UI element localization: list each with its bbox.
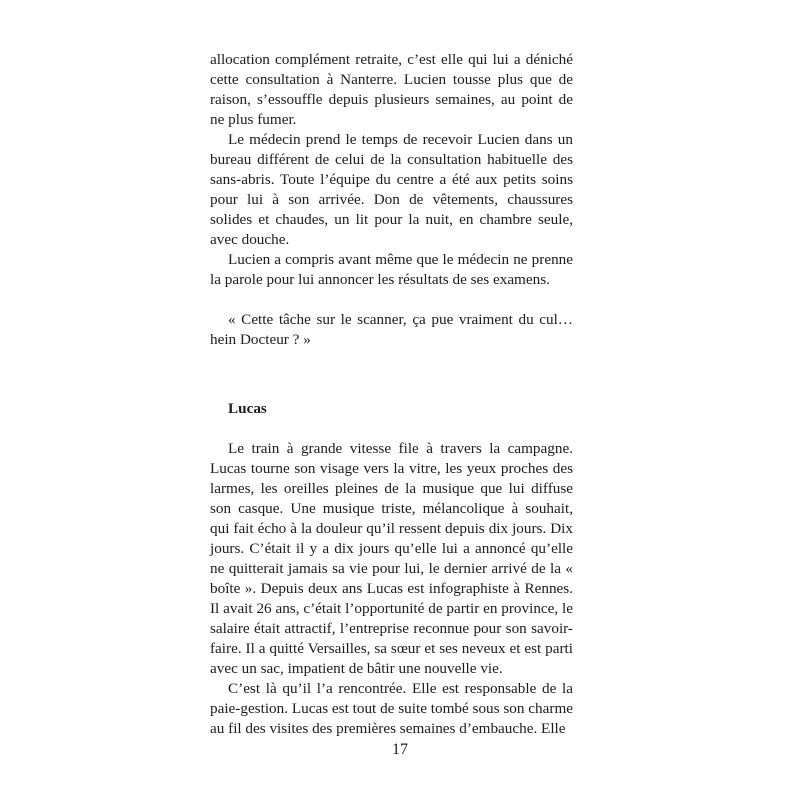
section-heading: Lucas <box>228 400 267 417</box>
paragraph-2: Le médecin prend le temps de recevoir Lucien dans un bureau différent de celui de la consultation habituelle des sans-abris. Toute l’équipe du centre a été aux petits soins pour lui à son arrivée. Don de vêtements, chaussures solides et chaudes, un lit pour la nuit, en chambre seule, avec douche. <box>210 131 573 248</box>
page-number: 17 <box>392 741 408 758</box>
page-text-block <box>210 50 573 739</box>
paragraph-4: Le train à grande vitesse file à travers la campagne. Lucas tourne son visage vers la vitre, les yeux proches des larmes, les oreilles pleines de la musique que lui diffuse son casque. Une musique triste, mélancolique à souhait, qui fait écho à la douleur qu’il ressent depuis dix jours. Dix jours. C’était il y a dix jours qu’elle lui a annoncé qu’elle ne quitterait jamais sa vie pour lui, le dernier arrivé de la « boîte ». Depuis deux ans Lucas est infographiste à Rennes. Il avait 26 ans, c’était l’opportunité de partir en province, le salaire était attractif, l’entreprise reconnue pour son savoir-faire. Il a quitté Versailles, sa sœur et ses neveux et est parti avec un sac, impatient de bâtir une nouvelle vie. <box>210 440 573 677</box>
paragraph-5: C’est là qu’il l’a rencontrée. Elle est responsable de la paie-gestion. Lucas est tout de suite tombé sous son charme au fil des visites des premières semaines d’embauche. Elle <box>210 680 573 737</box>
paragraph-1: allocation complément retraite, c’est elle qui lui a déniché cette consultation à Nanterre. Lucien tousse plus que de raison, s’essouffle depuis plusieurs semaines, au point de ne plus fumer. <box>210 51 573 128</box>
dialogue-quote: « Cette tâche sur le scanner, ça pue vraiment du cul… hein Docteur ? » <box>210 311 573 348</box>
paragraph-3: Lucien a compris avant même que le médecin ne prenne la parole pour lui annoncer les résultats de ses examens. <box>210 251 573 288</box>
